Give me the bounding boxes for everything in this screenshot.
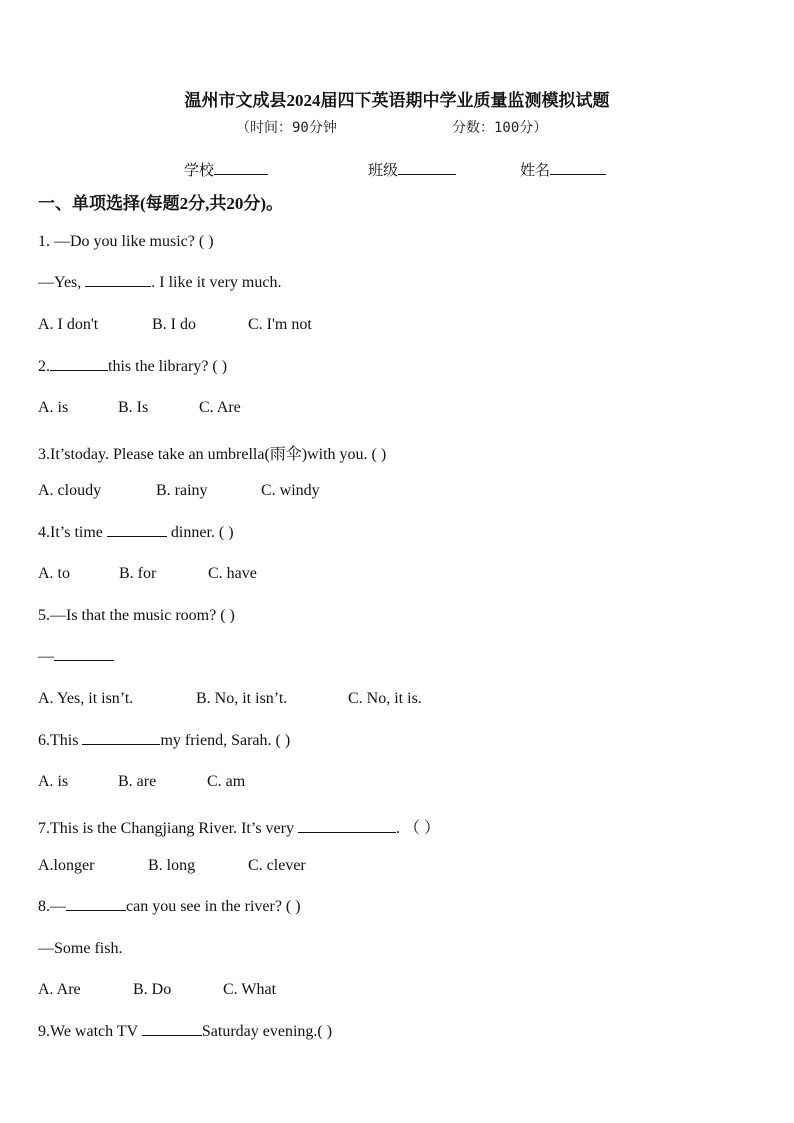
question-1-answer bbox=[38, 274, 281, 292]
option-a[interactable]: A.longer bbox=[38, 857, 95, 874]
section-heading: 一、单项选择(每题2分,共20分)。 bbox=[38, 194, 284, 213]
question-5-answer-pre: — bbox=[38, 648, 54, 665]
option-b[interactable]: B. for bbox=[119, 565, 157, 582]
option-b[interactable]: B. Do bbox=[133, 981, 172, 998]
question-5-blank[interactable] bbox=[54, 659, 114, 661]
option-b[interactable]: B. I do bbox=[152, 316, 196, 333]
question-2-post: this the library? ( ) bbox=[108, 358, 228, 375]
option-c[interactable]: C. clever bbox=[248, 857, 306, 874]
question-9-post: Saturday evening.( ) bbox=[201, 1023, 333, 1040]
question-8-stem bbox=[38, 898, 301, 916]
option-a[interactable]: A. Yes, it isn’t. bbox=[38, 690, 134, 707]
option-c[interactable]: C. Are bbox=[199, 399, 241, 416]
question-1-answer-pre: —Yes, bbox=[38, 274, 86, 291]
question-2-options bbox=[38, 399, 241, 417]
question-9-stem bbox=[38, 1023, 332, 1041]
option-c[interactable]: C. I'm not bbox=[248, 316, 312, 333]
question-1-blank[interactable] bbox=[85, 285, 151, 287]
class-label: 班级 bbox=[368, 163, 399, 179]
question-6-options bbox=[38, 773, 245, 791]
question-7-options bbox=[38, 857, 306, 875]
question-6-pre: 6.This bbox=[38, 732, 83, 749]
question-8-options bbox=[38, 981, 276, 999]
question-5-options bbox=[38, 690, 422, 708]
question-3-options bbox=[38, 482, 320, 500]
question-3-stem: 3.It’stoday. Please take an umbrella(雨伞)with you. ( ) bbox=[38, 446, 387, 463]
option-a[interactable]: A. Are bbox=[38, 981, 81, 998]
question-7-blank[interactable] bbox=[298, 831, 396, 833]
question-5-answer bbox=[38, 648, 114, 666]
option-b[interactable]: B. Is bbox=[118, 399, 149, 416]
class-field bbox=[368, 159, 456, 180]
question-6-blank[interactable] bbox=[82, 743, 160, 745]
option-c[interactable]: C. No, it is. bbox=[348, 690, 422, 707]
question-4-blank[interactable] bbox=[107, 535, 167, 537]
question-7-pre: 7.This is the Changjiang River. It’s very bbox=[38, 820, 298, 837]
question-9-pre: 9.We watch TV bbox=[38, 1023, 142, 1040]
option-a[interactable]: A. is bbox=[38, 399, 69, 416]
question-6-stem bbox=[38, 732, 290, 750]
question-4-post: dinner. ( ) bbox=[166, 524, 234, 541]
name-label: 姓名 bbox=[520, 163, 551, 179]
question-1-answer-post: . I like it very much. bbox=[151, 274, 282, 291]
question-8-blank[interactable] bbox=[66, 909, 126, 911]
name-field bbox=[520, 159, 606, 180]
question-2-pre: 2. bbox=[38, 358, 50, 375]
question-8-answer: —Some fish. bbox=[38, 940, 123, 957]
option-c[interactable]: C. What bbox=[223, 981, 277, 998]
option-c[interactable]: C. have bbox=[208, 565, 257, 582]
question-8-post: can you see in the river? ( ) bbox=[126, 898, 301, 915]
question-4-stem bbox=[38, 524, 234, 542]
option-b[interactable]: B. No, it isn’t. bbox=[196, 690, 288, 707]
question-2-stem bbox=[38, 358, 227, 376]
question-7-stem bbox=[38, 815, 440, 838]
exam-title: 温州市文成县2024届四下英语期中学业质量监测模拟试题 bbox=[184, 91, 610, 110]
option-c[interactable]: C. windy bbox=[261, 482, 320, 499]
option-a[interactable]: A. is bbox=[38, 773, 69, 790]
school-label: 学校 bbox=[184, 163, 215, 179]
question-9-blank[interactable] bbox=[142, 1034, 202, 1036]
option-c[interactable]: C. am bbox=[207, 773, 246, 790]
exam-score: 分数：100分） bbox=[452, 120, 548, 136]
question-1-stem: 1. —Do you like music? ( ) bbox=[38, 233, 214, 250]
school-field bbox=[184, 159, 268, 180]
option-a[interactable]: A. I don't bbox=[38, 316, 99, 333]
question-6-post: my friend, Sarah. ( ) bbox=[160, 732, 291, 749]
question-4-options bbox=[38, 565, 257, 583]
option-a[interactable]: A. cloudy bbox=[38, 482, 102, 499]
question-8-pre: 8.— bbox=[38, 898, 66, 915]
question-5-stem: 5.—Is that the music room? ( ) bbox=[38, 607, 235, 624]
option-b[interactable]: B. long bbox=[148, 857, 196, 874]
option-a[interactable]: A. to bbox=[38, 565, 70, 582]
question-2-blank[interactable] bbox=[50, 369, 108, 371]
class-blank[interactable] bbox=[398, 173, 456, 175]
option-b[interactable]: B. are bbox=[118, 773, 157, 790]
question-7-post: . （ ） bbox=[395, 820, 440, 837]
name-blank[interactable] bbox=[550, 173, 606, 175]
question-4-pre: 4.It’s time bbox=[38, 524, 107, 541]
school-blank[interactable] bbox=[214, 173, 268, 175]
option-b[interactable]: B. rainy bbox=[156, 482, 208, 499]
exam-time: （时间：90分钟 bbox=[236, 120, 337, 136]
question-1-options bbox=[38, 316, 312, 334]
